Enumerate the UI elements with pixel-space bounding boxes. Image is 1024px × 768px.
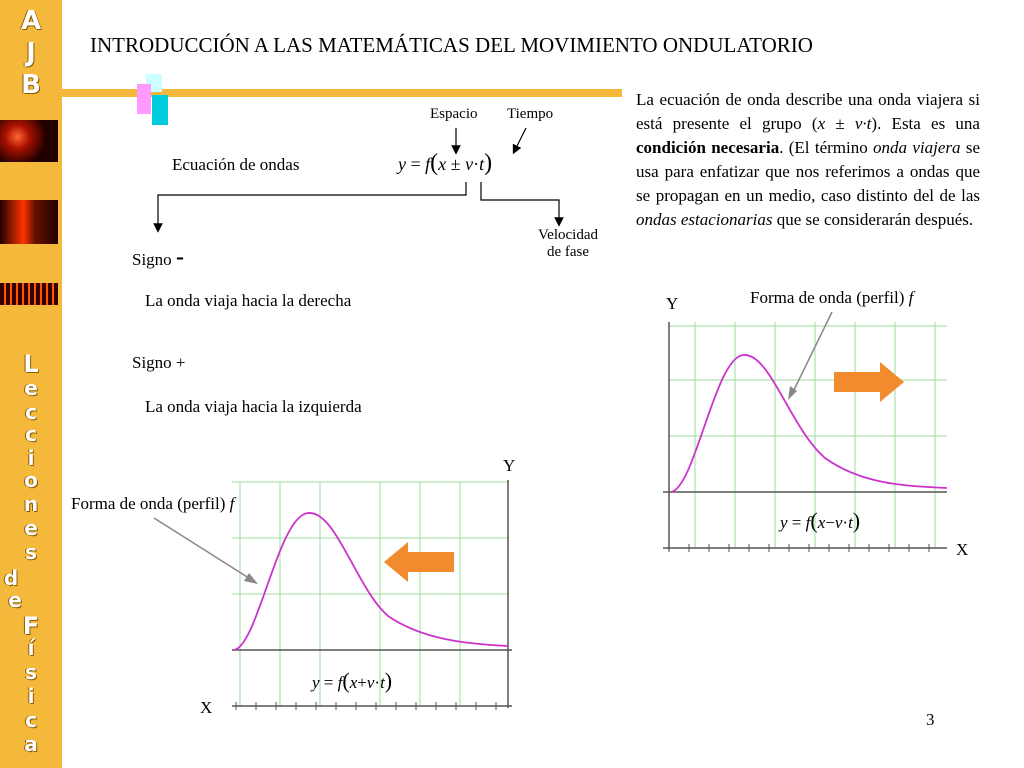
sidebar-letter: d: [3, 566, 19, 590]
arrow-left-icon: [384, 542, 456, 584]
signo-minus: Signo -: [132, 244, 184, 270]
sidebar-letter: o: [24, 468, 38, 492]
signo-plus-desc: La onda viaja hacia la izquierda: [145, 397, 362, 416]
page-number: 3: [926, 710, 935, 729]
sidebar-letter: e: [8, 588, 22, 612]
ecuacion-label: Ecuación de ondas: [172, 155, 300, 174]
signo-plus: Signo +: [132, 353, 186, 372]
graph-right-profile-label: Forma de onda (perfil) f: [750, 288, 914, 307]
graph-left-y-label: Y: [503, 456, 516, 475]
sidebar-letter: c: [25, 400, 37, 424]
page-title: INTRODUCCIÓN A LAS MATEMÁTICAS DEL MOVIMIENTO ONDULATORIO: [90, 33, 813, 57]
graph-left-x-label: X: [200, 698, 213, 717]
graph-right-pointer: [780, 306, 840, 406]
sidebar-letter: s: [25, 540, 37, 564]
signo-minus-desc: La onda viaja hacia la derecha: [145, 291, 352, 310]
sidebar-letter: e: [24, 376, 38, 400]
espacio-label: Espacio: [430, 106, 478, 122]
explanation-paragraph: La ecuación de onda describe una onda viajera si está presente el grupo (x ± v·t). Esta es una condición necesaria. (El término onda viajera se usa para enfatizar que nos referimos a ondas que se propagan en un medio, caso distinto del de las ondas estacionarias que se considerarán después.: [636, 90, 980, 229]
velocidad-label: Velocidad de fase: [538, 227, 598, 260]
graph-right-y-label: Y: [666, 294, 679, 313]
sidebar-letter: F: [22, 612, 40, 640]
arrow-right-icon: [834, 362, 906, 404]
graph-right-x-label: X: [956, 540, 969, 559]
graph-left-profile-label: Forma de onda (perfil) f: [71, 494, 235, 513]
sidebar-letter: e: [24, 516, 38, 540]
graph-left-pointer: [150, 514, 265, 589]
sidebar-letter: s: [25, 660, 37, 684]
sidebar-letter: n: [23, 492, 39, 516]
sidebar-letter: a: [24, 732, 38, 756]
tiempo-arrow: [515, 128, 526, 150]
waveform-curve-left: [234, 513, 508, 650]
sidebar-letter: c: [25, 422, 37, 446]
logo-letter-b: B: [21, 70, 41, 100]
sidebar-letter: c: [25, 708, 37, 732]
graph-right-equation: y = f(x−v·t): [780, 508, 861, 533]
signo-arrow: [158, 182, 466, 228]
sidebar-letter: i: [27, 684, 35, 708]
logo-letter-a: A: [20, 6, 42, 36]
sidebar-letter: L: [23, 350, 39, 378]
wave-equation: y = f(x ± v·t): [398, 150, 493, 176]
velocidad-arrow: [481, 182, 559, 222]
sidebar-letter: í: [27, 636, 35, 660]
graph-left-equation: y = f(x+v·t): [312, 668, 393, 693]
sidebar-letter: i: [27, 446, 35, 470]
tiempo-label: Tiempo: [507, 106, 554, 122]
logo-letter-j: J: [26, 38, 36, 68]
